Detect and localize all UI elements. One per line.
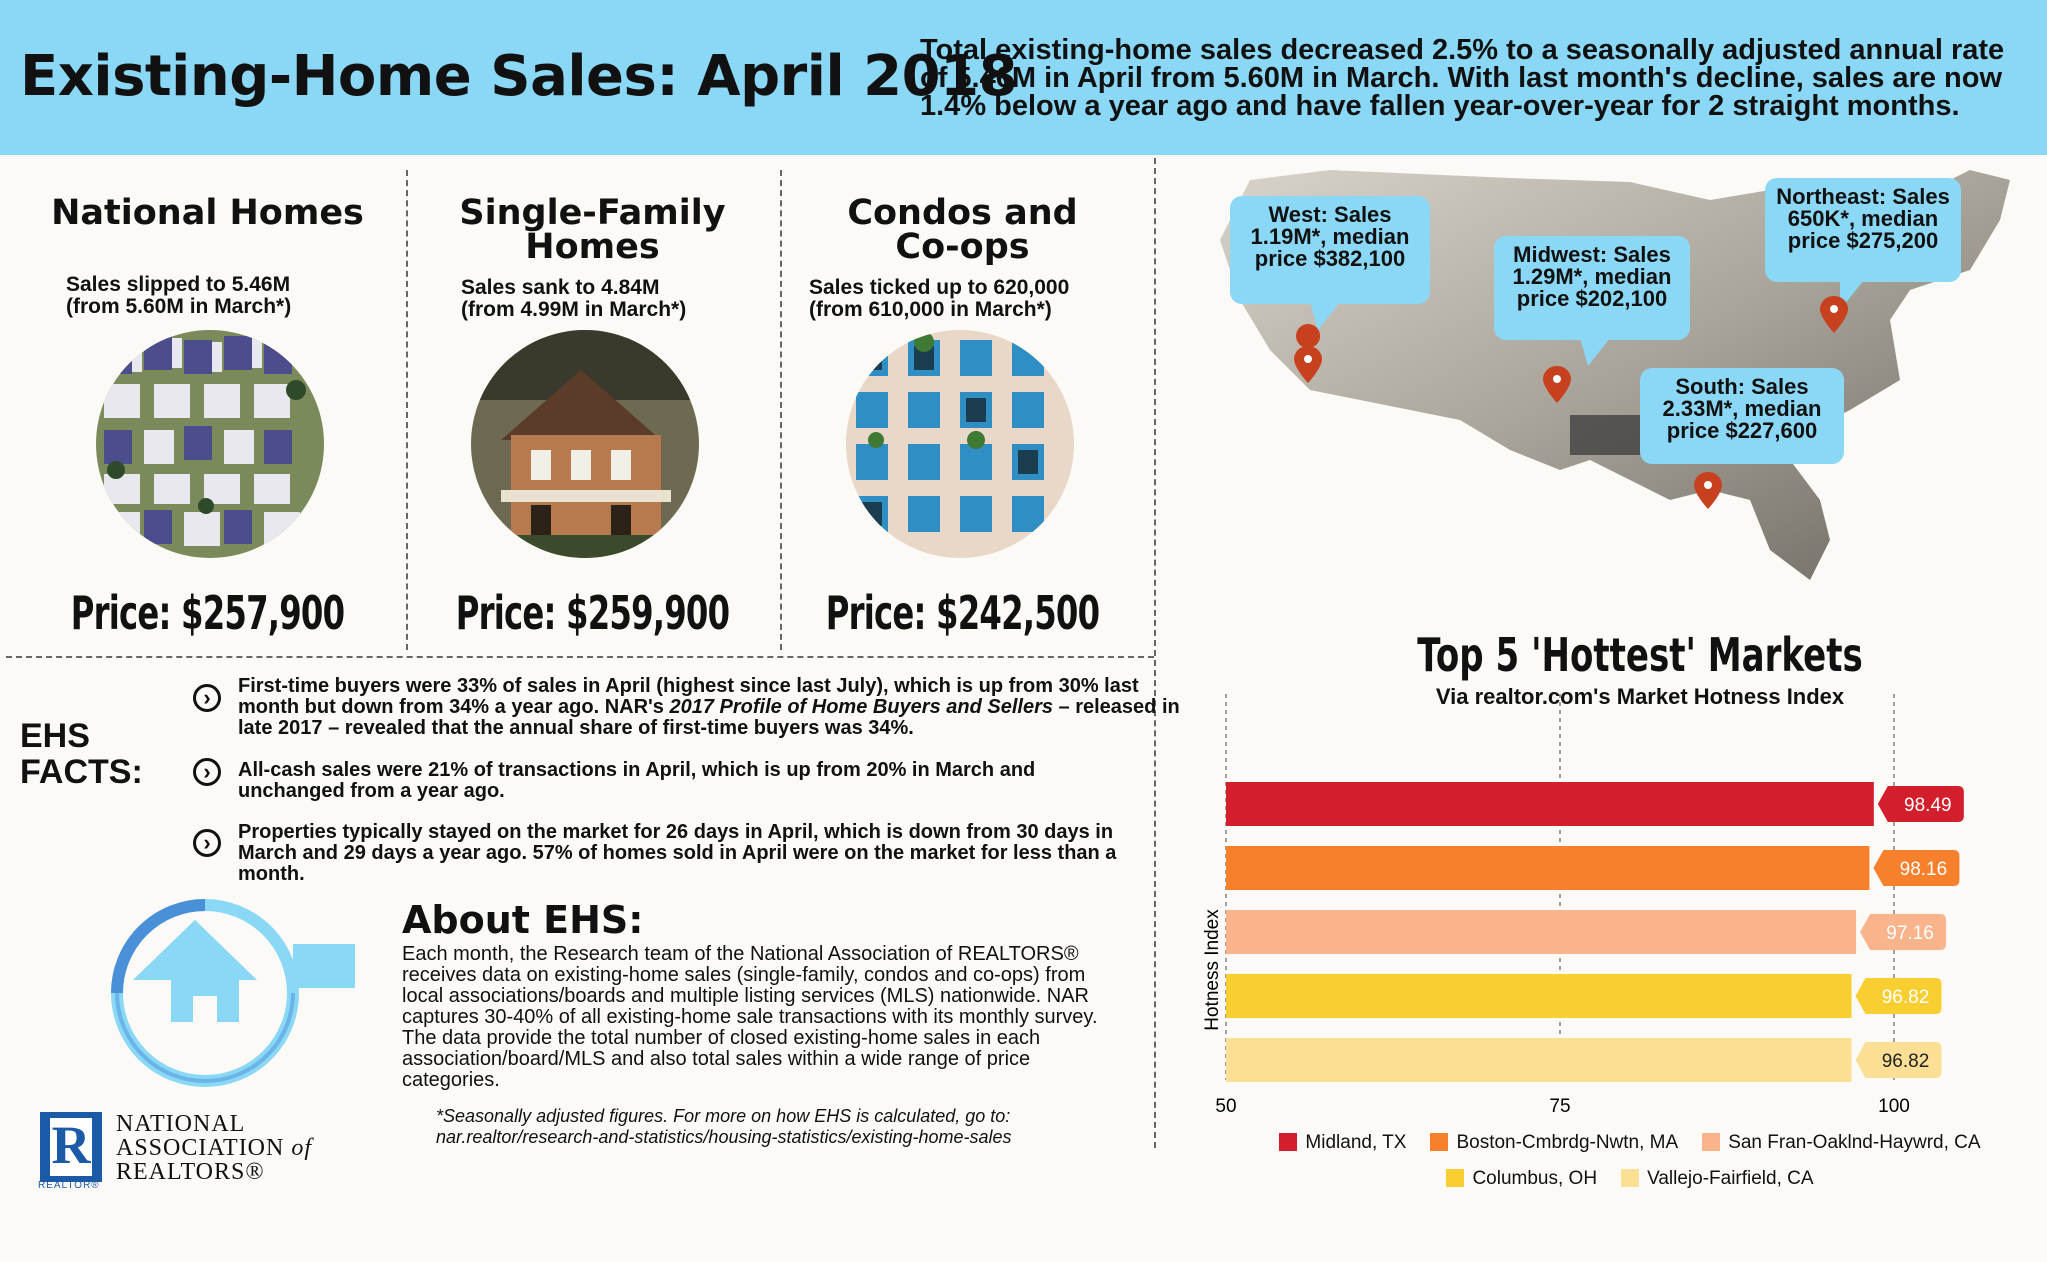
legend-swatch: [1430, 1133, 1448, 1151]
legend-swatch: [1702, 1133, 1720, 1151]
national-homes-title: National Homes: [51, 193, 364, 233]
bar: [1226, 782, 1874, 826]
legend-label: Midland, TX: [1305, 1132, 1407, 1153]
legend-item: [1446, 1168, 1597, 1189]
legend-label: Vallejo-Fairfield, CA: [1647, 1168, 1814, 1189]
data-label: 97.16: [1886, 923, 1934, 944]
legend-label: Boston-Cmbrdg-Nwtn, MA: [1456, 1132, 1679, 1153]
divider: [6, 656, 1154, 658]
legend-label: Columbus, OH: [1472, 1168, 1598, 1189]
fact-days-on-market: Properties typically stayed on the market for 26 days in April, which is down from 30 days in March and 29 days a year ago. 57% of homes sold in April were on the market for less than a month.: [238, 821, 1117, 885]
legend-swatch: [1621, 1169, 1639, 1187]
fact-all-cash: All-cash sales were 21% of transactions in April, which is up from 20% in March and unchanged from a year ago.: [238, 759, 1036, 802]
about-ehs-body: Each month, the Research team of the National Association of REALTORS® receives data on existing-home sales (single-family, condos and co-ops) from local associations/boards and multiple listing services (MLS) nationwide. NAR captures 30-40% of all existing-home sale transactions with its monthly survey. The data provide the total number of closed existing-home sales in each association/board/MLS and also total sales within a wide range of price categories.: [402, 943, 1098, 1091]
legend-item: [1702, 1132, 1980, 1153]
chart-title: Top 5 'Hottest' Markets: [1417, 628, 1863, 682]
legend-item: [1279, 1132, 1406, 1153]
x-tick-label: 50: [1215, 1096, 1237, 1117]
ehs-facts-label: EHS FACTS:: [20, 717, 143, 791]
legend-swatch: [1279, 1133, 1297, 1151]
hotness-bar-chart: [1190, 680, 2010, 1120]
map-pins: [1200, 160, 2040, 520]
national-homes-sales: Sales slipped to 5.46M (from 5.60M in March*): [66, 273, 292, 318]
house-icon: [105, 878, 365, 1108]
bar: [1226, 910, 1856, 954]
victorian-house-image: [471, 330, 699, 558]
page-title: Existing-Home Sales: April 2018: [20, 44, 1018, 109]
callout-west: West: Sales 1.19M*, median price $382,100: [1230, 196, 1430, 304]
west-pin-icon: [1296, 324, 1320, 348]
aerial-houses-image: [96, 330, 324, 558]
single-family-sales: Sales sank to 4.84M (from 4.99M in March*): [461, 276, 687, 321]
chart-subtitle: Via realtor.com's Market Hotness Index: [1435, 684, 1845, 709]
pin-icons: [1294, 296, 1848, 509]
chevron-right-icon: ›: [193, 829, 221, 857]
divider: [406, 170, 408, 650]
legend-item: [1621, 1168, 1813, 1189]
bar: [1226, 974, 1852, 1018]
header-summary: Total existing-home sales decreased 2.5% to a seasonally adjusted annual rate of 5.46M in April from 5.60M in March. With last month's decline, sales are now 1.4% below a year ago and have fallen year-over-year for 2 straight months.: [920, 34, 2005, 122]
callout-northeast: Northeast: Sales 650K*, median price $275,200: [1765, 178, 1961, 282]
fact-first-time-buyers: First-time buyers were 33% of sales in April (highest since last July), which is up from 30% last month but down from 34% a year ago. NAR's 2017 Profile of Home Buyers and Sellers – released in late 2017 – revealed that the annual share of first-time buyers was 34%.: [238, 675, 1180, 739]
about-ehs-title: About EHS:: [402, 898, 644, 942]
single-family-price: Price: $259,900: [455, 586, 730, 640]
chart-legend: [1250, 1132, 2010, 1190]
footnote: *Seasonally adjusted figures. For more on how EHS is calculated, go to: nar.realtor/research-and-statistics/housing-statistics/existing-home-sales: [436, 1106, 1012, 1147]
divider: [780, 170, 782, 650]
realtor-logo: R: [40, 1112, 102, 1182]
realtor-logo-caption: REALTOR®: [38, 1180, 100, 1191]
bar: [1226, 1038, 1852, 1082]
y-axis-label: Hotness Index: [1202, 909, 1223, 1031]
apartment-building-image: [846, 330, 1074, 558]
callout-south: South: Sales 2.33M*, median price $227,600: [1640, 368, 1844, 464]
data-label: 96.82: [1881, 987, 1930, 1008]
legend-item: [1430, 1132, 1678, 1153]
chevron-right-icon: ›: [193, 684, 221, 712]
condos-sales: Sales ticked up to 620,000 (from 610,000 in March*): [809, 276, 1070, 321]
x-tick-label: 100: [1878, 1096, 1910, 1117]
divider: [1154, 158, 1156, 1148]
x-tick-label: 75: [1549, 1096, 1571, 1117]
nar-name: NATIONAL ASSOCIATION of REALTORS®: [116, 1111, 313, 1185]
condos-price: Price: $242,500: [825, 586, 1100, 640]
callout-midwest: Midwest: Sales 1.29M*, median price $202,100: [1494, 236, 1690, 340]
data-label: 98.16: [1899, 859, 1948, 880]
national-homes-price: Price: $257,900: [70, 586, 345, 640]
chevron-right-icon: ›: [193, 758, 221, 786]
legend-swatch: [1446, 1169, 1464, 1187]
data-label: 96.82: [1881, 1051, 1930, 1072]
legend-label: San Fran-Oaklnd-Haywrd, CA: [1728, 1132, 1981, 1153]
condos-title: Condos and Co-ops: [847, 193, 1078, 267]
data-label: 98.49: [1904, 795, 1952, 816]
bar: [1226, 846, 1869, 890]
single-family-title: Single-Family Homes: [459, 193, 726, 267]
